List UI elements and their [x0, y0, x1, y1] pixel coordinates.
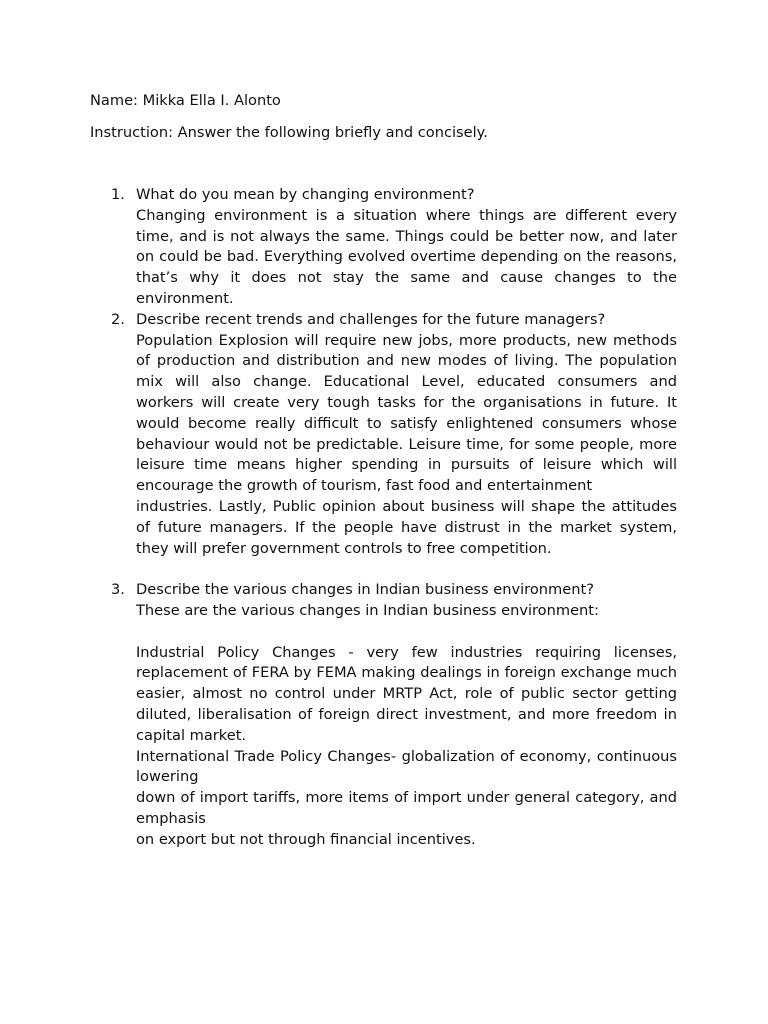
answer-intro: These are the various changes in Indian business environment: — [136, 601, 599, 619]
instruction-text: Instruction: Answer the following briefly and concisely. — [90, 124, 488, 141]
question-item-1 — [0, 185, 768, 310]
question-body — [136, 310, 677, 580]
question-body — [136, 580, 677, 850]
student-name: Name: Mikka Ella I. Alonto — [90, 92, 281, 109]
question-item-3 — [0, 580, 768, 850]
answer-paragraph: International Trade Policy Changes- globalization of economy, continuous lowering — [136, 747, 677, 786]
question-number: 1. — [111, 186, 125, 203]
question-number: 3. — [111, 581, 125, 599]
question-text: Describe recent trends and challenges for the future managers? — [136, 310, 606, 328]
spacer — [136, 622, 677, 643]
answer-paragraph: Changing environment is a situation where things are different every time, and is not always the same. Things could be better now, and later on could be bad. Everything evolved overtime depending on the reasons, that’s why it does not stay the same and cause changes to the environment. — [136, 206, 677, 307]
question-text: Describe the various changes in Indian business environment? — [136, 581, 594, 599]
answer-paragraph: Population Explosion will require new jobs, more products, new methods of production and distribution and new modes of living. The population mix will also change. Educational Level, educated consumers and workers will create very tough tasks for the organisations in future. It would become really difficult to satisfy enlightened consumers whose behaviour would not be predictable. Leisure time, for some people, more leisure time means higher spending in pursuits of leisure which will encourage the growth of tourism, fast food and entertainment — [136, 331, 677, 495]
question-item-2 — [0, 310, 768, 580]
answer-paragraph: down of import tariffs, more items of import under general category, and emphasis — [136, 789, 677, 827]
spacer — [136, 559, 677, 580]
question-list — [0, 185, 768, 851]
answer-paragraph: Industrial Policy Changes - very few industries requiring licenses, replacement of FERA by FEMA making dealings in foreign exchange much easier, almost no control under MRTP Act, role of public sector getting diluted, liberalisation of foreign direct investment, and more freedom in capital market. — [136, 643, 677, 744]
answer-paragraph: on export but not through financial incentives. — [136, 830, 476, 848]
question-body — [136, 185, 677, 310]
answer-paragraph: industries. Lastly, Public opinion about business will shape the attitudes of future managers. If the people have distrust in the market system, they will prefer government controls to free competition. — [136, 497, 677, 557]
question-text: What do you mean by changing environment? — [136, 186, 475, 203]
question-number: 2. — [111, 310, 125, 328]
